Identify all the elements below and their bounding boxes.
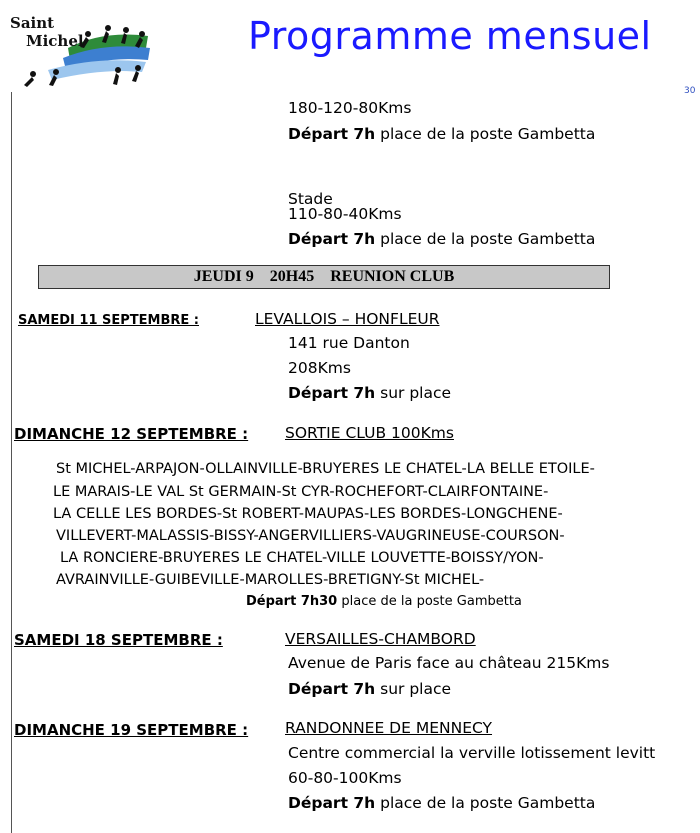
event-depart-label: Départ 7h30 [246, 594, 338, 609]
event-title: RANDONNEE DE MENNECY [285, 719, 493, 737]
event-depart-place: sur place [375, 680, 452, 698]
event-depart [288, 680, 451, 698]
event-date: SAMEDI 18 SEPTEMBRE : [14, 631, 223, 649]
route-line: LE MARAIS-LE VAL St GERMAIN-St CYR-ROCHEFORT-CLAIRFONTAINE- [53, 484, 549, 500]
event-date: SAMEDI 11 SEPTEMBRE : [18, 313, 199, 328]
club-meeting-time: 20H45 [269, 268, 315, 285]
event-address: Avenue de Paris face au château 215Kms [288, 654, 610, 672]
club-meeting-label: REUNION CLUB [330, 268, 455, 285]
event-depart-place: place de la poste Gambetta [337, 594, 522, 609]
block1-depart [288, 125, 595, 143]
logo-text-saint: Saint [10, 14, 55, 32]
block2-place: Stade [288, 190, 333, 208]
event-depart-label: Départ 7h [288, 794, 376, 812]
club-meeting-day: JEUDI 9 [193, 268, 254, 285]
event-title: LEVALLOIS – HONFLEUR [255, 310, 440, 328]
block2-depart-label: Départ 7h [288, 230, 376, 248]
block2-depart [288, 230, 595, 248]
block2-depart-place: place de la poste Gambetta [375, 230, 596, 248]
page-title: Programme mensuel [248, 14, 652, 58]
block2-distance: 110-80-40Kms [288, 205, 402, 223]
route-line: LA CELLE LES BORDES-St ROBERT-MAUPAS-LES BORDES-LONGCHENE- [53, 506, 563, 522]
club-meeting-banner [38, 265, 610, 289]
event-address: Centre commercial la verville lotissement levitt [288, 744, 656, 762]
page-number-fragment: 30 [684, 86, 696, 96]
event-distance: 60-80-100Kms [288, 769, 402, 787]
route-line: VILLEVERT-MALASSIS-BISSY-ANGERVILLIERS-VAUGRINEUSE-COURSON- [56, 528, 565, 544]
block1-distance: 180-120-80Kms [288, 99, 412, 117]
event-address: 141 rue Danton [288, 334, 410, 352]
event-depart-label: Départ 7h [288, 384, 376, 402]
club-logo [8, 8, 158, 96]
event-depart [288, 794, 595, 812]
event-depart-place: place de la poste Gambetta [375, 794, 596, 812]
event-depart [288, 384, 451, 402]
block1-depart-label: Départ 7h [288, 125, 376, 143]
event-depart-place: sur place [375, 384, 452, 402]
block1-depart-place: place de la poste Gambetta [375, 125, 596, 143]
event-date: DIMANCHE 19 SEPTEMBRE : [14, 721, 249, 739]
event-title: SORTIE CLUB 100Kms [285, 424, 454, 442]
left-margin-rule [11, 92, 12, 833]
event-depart-label: Départ 7h [288, 680, 376, 698]
event-distance: 208Kms [288, 359, 351, 377]
event-depart [246, 594, 522, 609]
route-line: St MICHEL-ARPAJON-OLLAINVILLE-BRUYERES LE CHATEL-LA BELLE ETOILE- [56, 461, 595, 477]
event-date: DIMANCHE 12 SEPTEMBRE : [14, 425, 249, 443]
event-title: VERSAILLES-CHAMBORD [285, 630, 476, 648]
route-line: LA RONCIERE-BRUYERES LE CHATEL-VILLE LOUVETTE-BOISSY/YON- [60, 550, 544, 566]
logo-text-michel: Michel [26, 32, 84, 50]
route-line: AVRAINVILLE-GUIBEVILLE-MAROLLES-BRETIGNY-St MICHEL- [56, 572, 485, 588]
